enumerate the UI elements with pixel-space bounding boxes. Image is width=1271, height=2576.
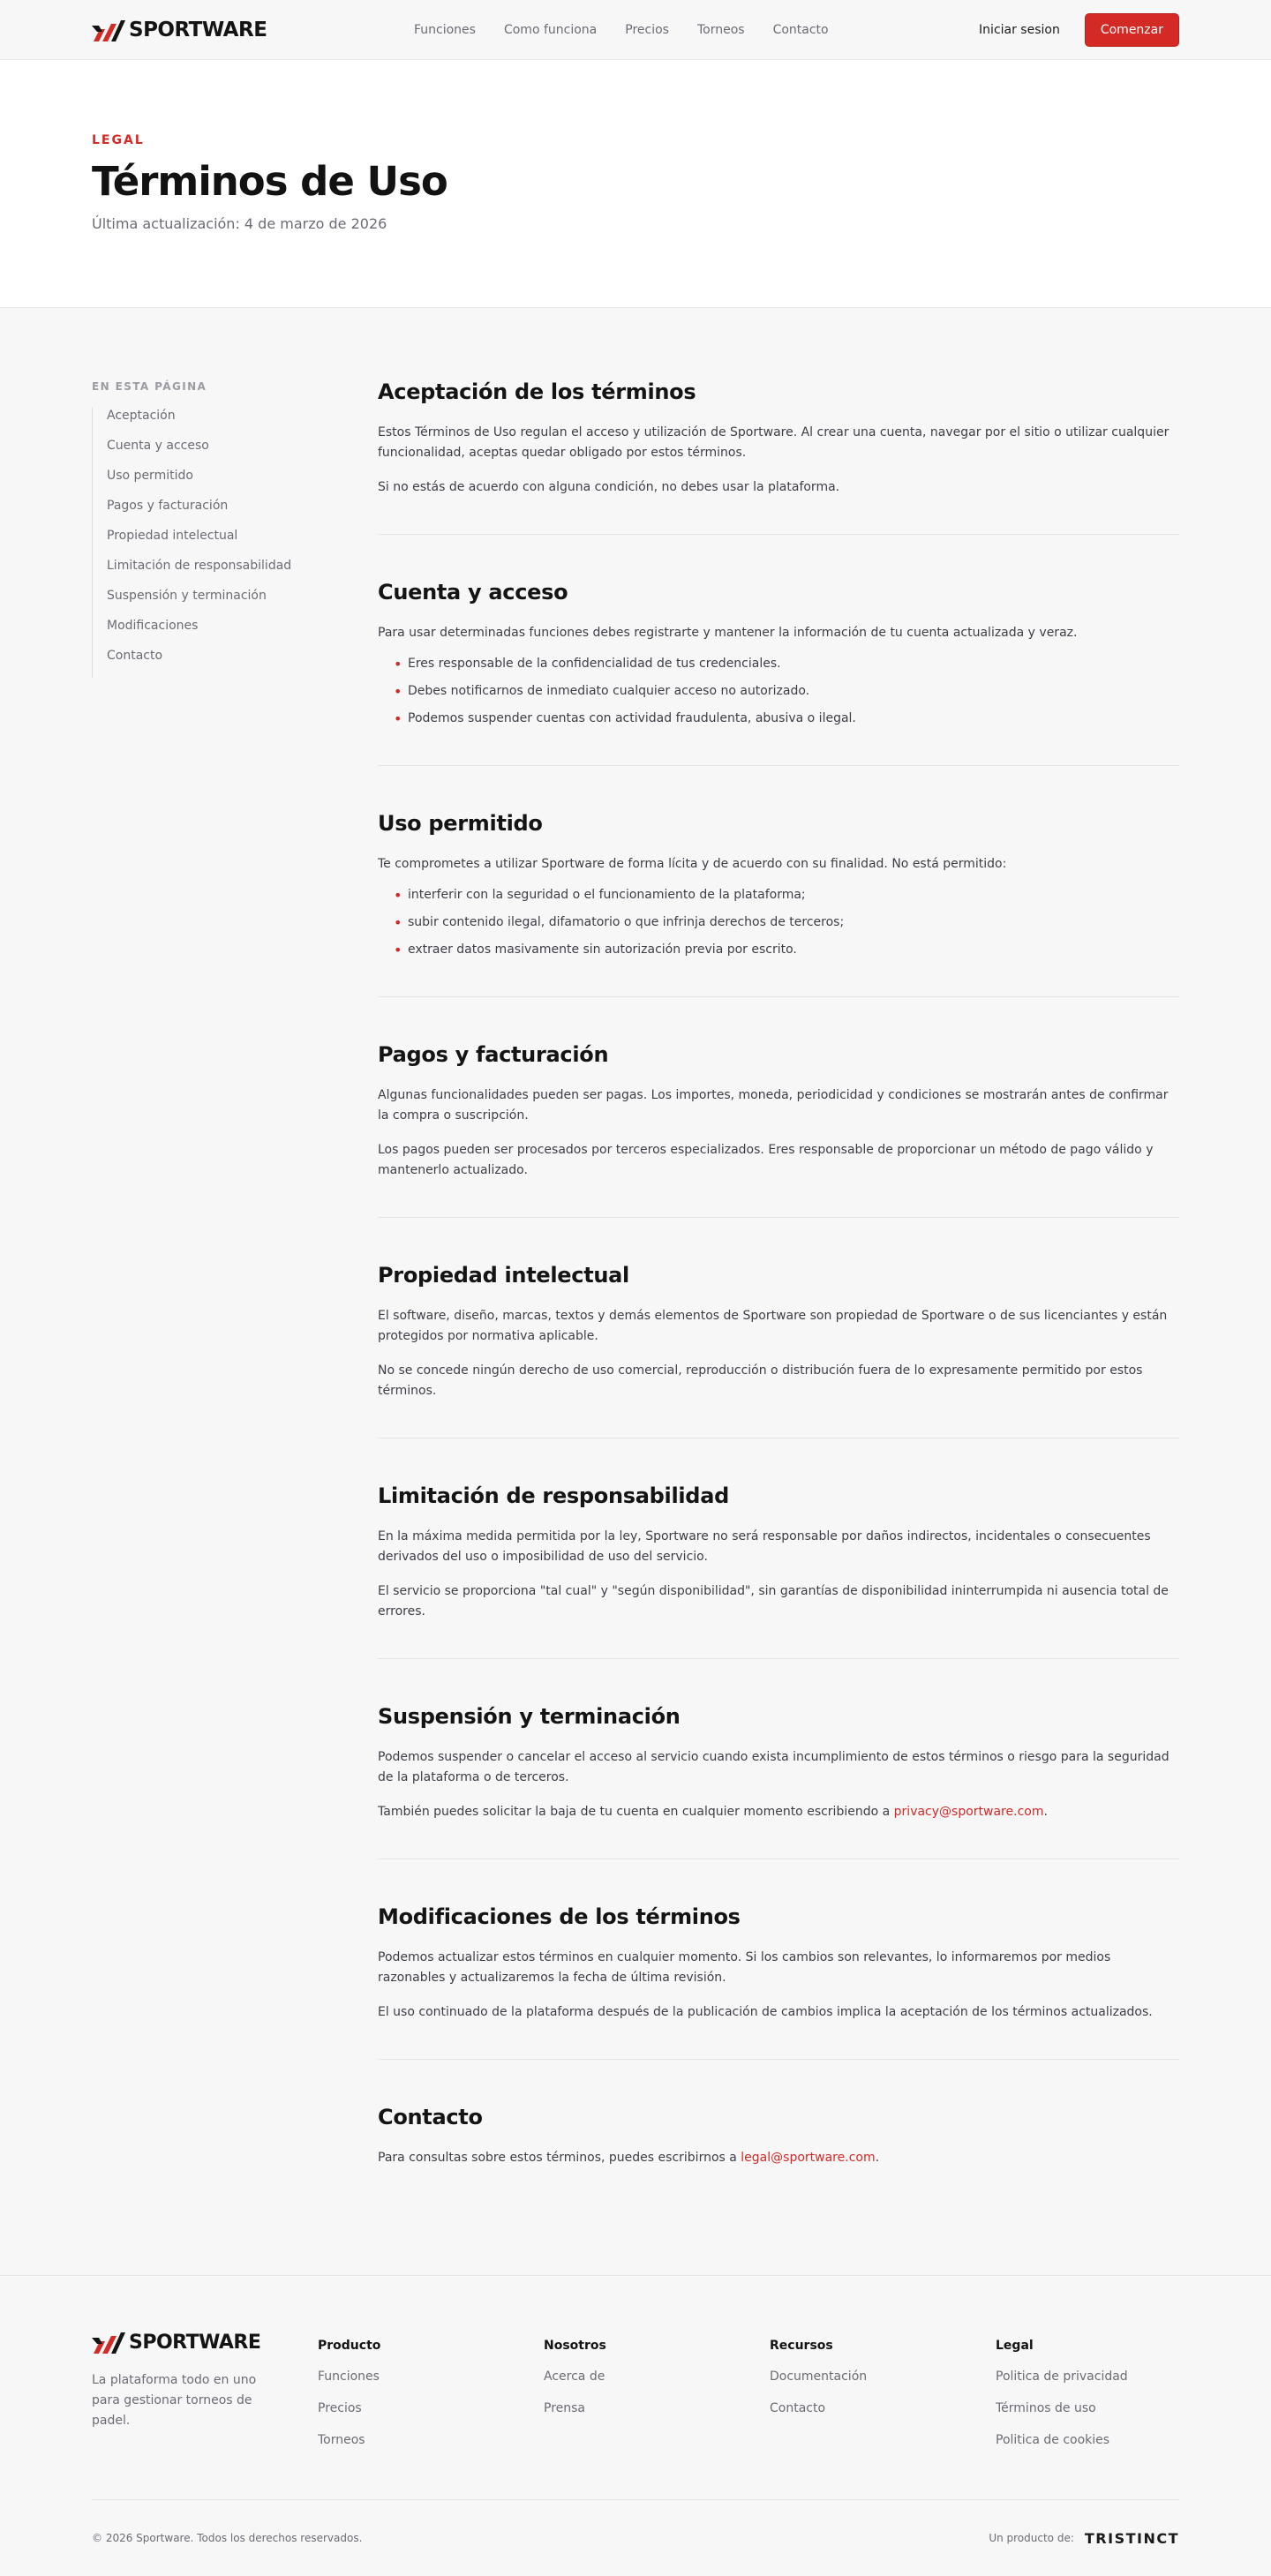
site-footer [0,2275,1271,2576]
section-title: Suspensión y terminación [378,1704,681,1729]
footer-top [92,2329,1179,2464]
page-title: Términos de Uso [92,158,447,205]
privacy-email-link[interactable]: privacy@sportware.com [893,1805,1044,1819]
nav-link-precios[interactable]: Precios [625,23,669,37]
section-contacto [378,2104,1179,2204]
footer-link[interactable]: Politica de cookies [996,2433,1110,2447]
main-menu [414,0,829,60]
section-aceptacion [378,379,1179,535]
text: . [875,2151,880,2165]
product-of [989,2530,1179,2547]
toc-item-suspension[interactable]: Suspensión y terminación [107,589,267,603]
section-paragraph: Los pagos pueden ser procesados por terceros especializados. Eres responsable de proporcionar un método de pago válido y mantenerlo actualizado. [378,1143,1154,1177]
section-suspension [378,1703,1179,1859]
footer-column-title: Nosotros [544,2339,606,2353]
section-list [378,654,1179,729]
list-item: • Podemos suspender cuentas con actividad fraudulenta, abusiva o ilegal. [378,709,1179,729]
list-item: • subir contenido ilegal, difamatorio o que infrinja derechos de terceros; [378,912,1179,933]
section-paragraph: Para usar determinadas funciones debes registrarte y mantener la información de tu cuenta actualizada y veraz. [378,626,1078,640]
nav-actions [979,13,1179,47]
top-nav [0,0,1271,60]
list-item: • Eres responsable de la confidencialidad de tus credenciales. [378,654,1179,674]
product-of-label: Un producto de: [989,2532,1074,2544]
section-title: Propiedad intelectual [378,1263,629,1288]
section-paragraph: Podemos suspender o cancelar el acceso al servicio cuando exista incumplimiento de estos términos o riesgo para la seguridad de la plataforma o de terceros. [378,1750,1169,1784]
brand-logo[interactable] [92,17,267,43]
section-uso [378,810,1179,997]
section-paragraph: El uso continuado de la plataforma después de la publicación de cambios implica la aceptación de los términos actualizados. [378,2005,1153,2019]
footer-column-legal [996,2329,1179,2464]
footer-link[interactable]: Acerca de [544,2369,605,2384]
section-title: Contacto [378,2105,483,2129]
page-hero [0,60,1271,308]
copyright: © 2026 Sportware. Todos los derechos reservados. [92,2532,363,2544]
nav-link-funciones[interactable]: Funciones [414,23,476,37]
section-title: Modificaciones de los términos [378,1904,741,1929]
terms-content [378,379,1179,2204]
sportware-logo-icon [92,17,125,43]
get-started-button[interactable]: Comenzar [1085,13,1179,47]
toc-item-modificaciones[interactable]: Modificaciones [107,619,199,633]
footer-column-nosotros [544,2329,770,2464]
legal-email-link[interactable]: legal@sportware.com [741,2151,876,2165]
section-paragraph-with-link [378,2148,1179,2168]
toc-item-pagos[interactable]: Pagos y facturación [107,499,229,513]
footer-link[interactable]: Documentación [770,2369,868,2384]
section-paragraph: El software, diseño, marcas, textos y demás elementos de Sportware son propiedad de Sportware o de sus licenciantes y están protegidos por normativa aplicable. [378,1309,1168,1343]
text: También puedes solicitar la baja de tu cuenta en cualquier momento escribiendo a [378,1805,894,1819]
footer-link[interactable]: Politica de privacidad [996,2369,1128,2384]
section-paragraph: El servicio se proporciona "tal cual" y "según disponibilidad", sin garantías de disponibilidad ininterrumpida ni ausencia total de errores. [378,1584,1169,1618]
section-title: Limitación de responsabilidad [378,1483,729,1508]
section-modificaciones [378,1904,1179,2060]
section-paragraph: Estos Términos de Uso regulan el acceso y utilización de Sportware. Al crear una cuenta, navegar por el sitio o utilizar cualquier funcionalidad, aceptas quedar obligado por estos términos. [378,425,1169,460]
toc-item-uso[interactable]: Uso permitido [107,469,193,483]
footer-column-title: Legal [996,2339,1034,2353]
footer-logo[interactable] [92,2329,318,2355]
section-paragraph: En la máxima medida permitida por la ley, Sportware no será responsable por daños indirectos, incidentales o consecuentes derivados del uso o imposibilidad de uso del servicio. [378,1529,1151,1564]
text: Para consultas sobre estos términos, puedes escribirnos a [378,2151,741,2165]
footer-link[interactable]: Contacto [770,2401,826,2415]
toc-list [92,408,378,678]
section-list [378,885,1179,960]
text: . [1043,1805,1048,1819]
toc-item-contacto[interactable]: Contacto [107,649,163,663]
nav-link-como-funciona[interactable]: Como funciona [503,23,598,37]
section-paragraph: Si no estás de acuerdo con alguna condición, no debes usar la plataforma. [378,480,840,494]
nav-link-torneos[interactable]: Torneos [696,23,745,37]
section-propiedad [378,1262,1179,1438]
section-paragraph: No se concede ningún derecho de uso comercial, reproducción o distribución fuera de lo expresamente permitido por estos términos. [378,1363,1143,1398]
footer-column-title: Producto [318,2339,381,2353]
footer-bottom [92,2499,1179,2576]
section-title: Aceptación de los términos [378,379,696,404]
toc-item-propiedad[interactable]: Propiedad intelectual [107,529,238,543]
section-paragraph: Te comprometes a utilizar Sportware de forma lícita y de acuerdo con su finalidad. No está permitido: [378,857,1007,871]
list-item: • Debes notificarnos de inmediato cualquier acceso no autorizado. [378,681,1179,702]
login-link[interactable]: Iniciar sesion [979,22,1060,37]
table-of-contents [92,379,378,2204]
brand-name: SPORTWARE [129,18,267,41]
footer-link[interactable]: Funciones [318,2369,380,2384]
section-paragraph: Algunas funcionalidades pueden ser pagas. Los importes, moneda, periodicidad y condiciones se mostrarán antes de confirmar la compra o suscripción. [378,1088,1169,1123]
brand-name: SPORTWARE [129,2331,261,2354]
footer-link[interactable]: Precios [318,2401,362,2415]
section-cuenta [378,579,1179,766]
section-paragraph-with-link [378,1802,1179,1822]
sportware-logo-icon [92,2329,125,2355]
footer-column-producto [318,2329,544,2464]
footer-brand [92,2329,318,2464]
toc-title: EN ESTA PÁGINA [92,380,207,393]
company-logo[interactable]: TRISTINCT [1084,2529,1179,2547]
section-pagos [378,1041,1179,1218]
section-limitacion [378,1483,1179,1659]
footer-description: La plataforma todo en uno para gestionar torneos de padel. [92,2373,257,2428]
footer-link[interactable]: Términos de uso [996,2401,1096,2415]
toc-item-aceptacion[interactable]: Aceptación [107,409,176,423]
list-item: • extraer datos masivamente sin autorización previa por escrito. [378,940,1179,960]
page-eyebrow: LEGAL [92,133,145,147]
section-title: Uso permitido [378,811,543,836]
list-item: • interferir con la seguridad o el funcionamiento de la plataforma; [378,885,1179,905]
toc-item-limitacion[interactable]: Limitación de responsabilidad [107,559,292,573]
footer-column-title: Recursos [770,2339,833,2353]
section-title: Pagos y facturación [378,1042,609,1067]
footer-column-recursos [770,2329,996,2464]
section-title: Cuenta y acceso [378,580,568,605]
content-area [0,308,1271,2204]
nav-link-contacto[interactable]: Contacto [772,23,829,37]
section-paragraph: Podemos actualizar estos términos en cualquier momento. Si los cambios son relevantes, lo informaremos por medios razonables y actualizaremos la fecha de última revisión. [378,1950,1111,1985]
footer-link[interactable]: Prensa [544,2401,586,2415]
toc-item-cuenta[interactable]: Cuenta y acceso [107,439,209,453]
footer-link[interactable]: Torneos [318,2433,365,2447]
last-updated: Última actualización: 4 de marzo de 2026 [92,215,387,232]
